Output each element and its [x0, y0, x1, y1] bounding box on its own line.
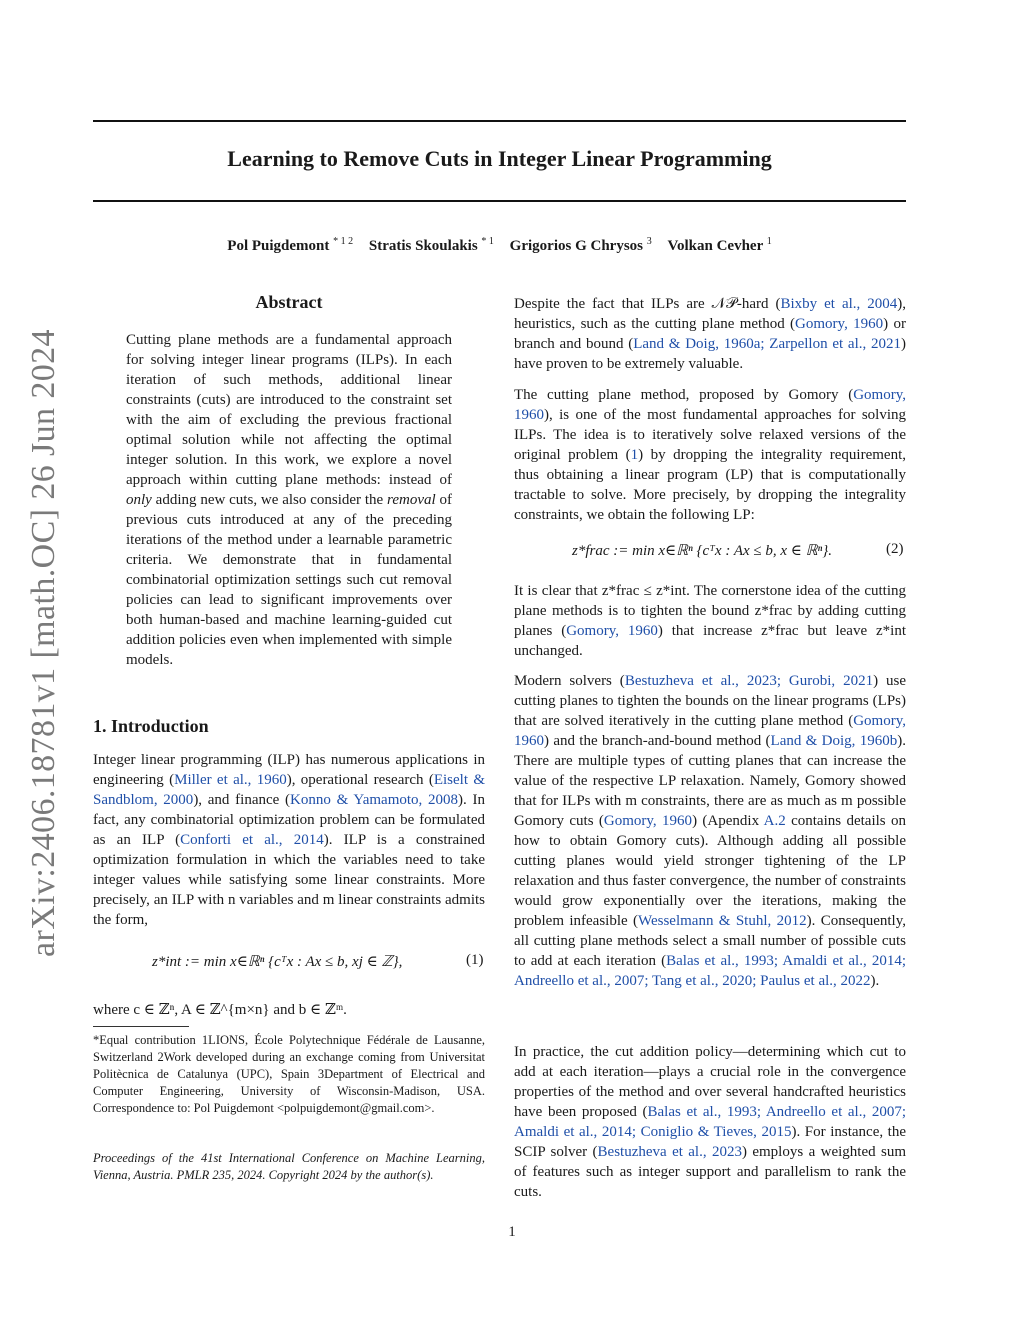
body-text: ) have proven to be extremely valuable.: [514, 336, 906, 372]
citation-link[interactable]: Bestuzheva et al., 2023: [597, 1144, 742, 1160]
where-line: where c ∈ ℤⁿ, A ∈ ℤ^{m×n} and b ∈ ℤᵐ.: [93, 1002, 347, 1018]
abstract-text: of previous cuts introduced at any of the preceding iterations of the method under a learnable parametric criteria. We demonstrate that in fundamental combinatorial optimization settings such cut removal policies can lead to significant improvements over both human-based and machine learning-guided cut addition policies even when implemented with simple models.: [126, 492, 452, 668]
abstract-text: adding new cuts, we also consider the: [151, 492, 388, 508]
abstract-heading: Abstract: [255, 292, 323, 312]
arxiv-stamp: arXiv:2406.18781v1 [math.OC] 26 Jun 2024: [25, 329, 62, 957]
intro-text: Integer linear programming (ILP) has numerous applications in engineering (: [93, 752, 485, 788]
intro-text: ), operational research (: [286, 772, 434, 788]
footnote-rule: [93, 1026, 189, 1027]
section-heading: 1. Introduction: [93, 716, 209, 736]
paper-title: Learning to Remove Cuts in Integer Linear Programming: [227, 146, 772, 171]
proceedings-note: Proceedings of the 41st International Conference on Machine Learning, Vienna, Austria. PMLR 235, 2024. Copyright 2024 by the author(s).: [93, 1151, 485, 1182]
paragraph: [514, 671, 906, 991]
citation-link[interactable]: Gomory, 1960: [566, 623, 658, 639]
right-paragraph-4: [514, 671, 906, 991]
body-text: In practice, the cut addition policy—determining which cut to add at each iteration—plays a crucial role in the convergence properties of the method and over several handcrafted heuristics have been proposed (: [514, 1044, 906, 1120]
equation-1-number: (1): [466, 952, 484, 968]
citation-link[interactable]: Gomory, 1960: [514, 387, 906, 423]
intro-body: [93, 750, 485, 930]
citation-link[interactable]: Konno & Yamamoto, 2008: [290, 792, 459, 808]
body-text: ). There are multiple types of cutting planes that can increase the value of the respective LP relaxation. Namely, Gomory showed that for ILPs with m constraints, there are as much as m possible Gomory cuts (: [514, 733, 906, 829]
author: [668, 238, 772, 254]
right-paragraph-2: [514, 385, 906, 525]
equation-reference-link[interactable]: 1: [630, 447, 639, 463]
paragraph: [514, 1042, 906, 1202]
body-text: The cutting plane method, proposed by Gomory (: [514, 387, 854, 403]
citation-link[interactable]: Bixby et al., 2004: [780, 296, 898, 312]
body-text: Despite the fact that ILPs are 𝒩𝒫-hard (: [514, 296, 781, 312]
intro-text: ). In fact, any combinatorial optimization problem can be formulated as an ILP (: [93, 792, 485, 848]
right-paragraph-5: [514, 1042, 906, 1202]
citation-link[interactable]: Land & Doig, 1960b: [770, 733, 898, 749]
author-affiliation: * 1 2: [333, 236, 354, 247]
intro-text: ). ILP is a constrained optimization formulation in which the variables need to take integer values while satisfying some linear constraints. More precisely, an ILP with n variables and m linear constraints admits the form,: [93, 832, 485, 928]
appendix-link[interactable]: A.2: [763, 813, 786, 829]
body-text: Modern solvers (: [514, 673, 625, 689]
body-text: ) and the branch-and-bound method (: [544, 733, 771, 749]
body-text: ) that increase z*frac but leave z*int unchanged.: [514, 623, 906, 659]
author: [510, 238, 652, 254]
body-text: ) or branch and bound (: [514, 316, 906, 352]
intro-paragraph: [93, 750, 485, 930]
citation-link[interactable]: Balas et al., 1993; Andreello et al., 2007; Amaldi et al., 2014; Coniglio & Tieves, 2015: [514, 1104, 906, 1140]
citation-link[interactable]: Land & Doig, 1960a; Zarpellon et al., 2021: [633, 336, 901, 352]
author-affiliation: 3: [646, 236, 652, 247]
abstract-emphasis: only: [126, 492, 152, 508]
citation-link[interactable]: Gomory, 1960: [603, 813, 693, 829]
citation-link[interactable]: Gomory, 1960: [795, 316, 884, 332]
right-paragraph-3: [514, 581, 906, 661]
citation-link[interactable]: Miller et al., 1960: [174, 772, 287, 788]
body-text: ). For instance, the SCIP solver (: [514, 1124, 907, 1160]
body-text: ), heuristics, such as the cutting plane method (: [514, 296, 907, 332]
equation-2: z*frac := min x∈ℝⁿ {cᵀx : Ax ≤ b, x ∈ ℝⁿ}.: [572, 543, 832, 559]
author-name: Volkan Cevher: [667, 238, 763, 254]
body-text: ) (Apendix: [692, 813, 764, 829]
abstract-body: [126, 330, 452, 670]
body-text: ) by dropping the integrality requirement, thus obtaining a linear program (LP) that is computationally tractable to solve. More precisely, by dropping the integrality constraints, we obtain the following LP:: [514, 447, 906, 523]
footnote: *Equal contribution 1LIONS, École Polytechnique Fédérale de Lausanne, Switzerland 2Work developed during an exchange coming from Universitat Politècnica de Catalunya (UPC), Spain 3Department of Electrical and Computer Engineering, University of Wisconsin-Madison, USA. Correspondence to: Pol Puigdemont <polpuigdemont@gmail.com>.: [93, 1033, 485, 1115]
title-top-rule: [93, 120, 906, 122]
author-name: Stratis Skoulakis: [368, 238, 478, 254]
right-paragraph-1: [514, 294, 906, 374]
citation-link[interactable]: Eiselt & Sandblom, 2000: [93, 772, 485, 808]
page-number: 1: [508, 1224, 516, 1240]
author: [369, 238, 494, 254]
body-text: contains details on how to obtain Gomory cuts). Although adding all possible cutting planes would yield stronger tightening of the LP relaxation and thus faster convergence, the number of constraints would grow exponentially over the iterations, making the problem infeasible (: [514, 813, 906, 929]
body-text: ). Consequently, all cutting plane methods select a small number of possible cuts to add at each iteration (: [514, 913, 906, 969]
abstract-emphasis: removal: [387, 492, 436, 508]
equation-2-number: (2): [886, 541, 904, 557]
equation-1: z*int := min x∈ℝⁿ {cᵀx : Ax ≤ b, xj ∈ ℤ},: [152, 954, 403, 970]
author-affiliation: 1: [766, 236, 772, 247]
paragraph: [514, 294, 906, 374]
paragraph: [514, 385, 906, 525]
body-text: It is clear that z*frac ≤ z*int. The cornerstone idea of the cutting plane methods is to tighten the bound z*frac by adding cutting planes (: [514, 583, 906, 639]
body-text: ), is one of the most fundamental approaches for solving ILPs. The idea is to iteratively solve relaxed versions of the original problem (: [514, 407, 906, 463]
body-text: ).: [870, 973, 880, 989]
citation-link[interactable]: Gomory, 1960: [514, 713, 906, 749]
body-text: ) use cutting planes to tighten the bounds on the linear programs (LPs) that are solved iteratively in the cutting plane method (: [514, 673, 906, 729]
citation-link[interactable]: Wesselmann & Stuhl, 2012: [638, 913, 807, 929]
author: [227, 238, 353, 254]
author-name: Pol Puigdemont: [227, 238, 330, 254]
paragraph: [514, 581, 906, 661]
body-text: ) employs a weighted sum of features such as integer support and parallelism to rank the cuts.: [514, 1144, 906, 1200]
citation-link[interactable]: Balas et al., 1993; Amaldi et al., 2014; Andreello et al., 2007; Tang et al., 2020; Paulus et al., 2022: [514, 953, 906, 989]
citation-link[interactable]: Bestuzheva et al., 2023; Gurobi, 2021: [624, 673, 874, 689]
title-bottom-rule: [93, 200, 906, 202]
abstract-text: Cutting plane methods are a fundamental approach for solving integer linear programs (ILPs). In each iteration of such methods, additional linear constraints (cuts) are introduced to the constraint set with the aim of excluding the previous fractional optimal solution while not affecting the optimal integer solution. In this work, we explore a novel approach within cutting plane methods: instead of: [126, 332, 452, 488]
abstract-paragraph: [126, 330, 452, 670]
author-list: [93, 236, 906, 255]
intro-text: ), and finance (: [193, 792, 291, 808]
author-affiliation: * 1: [481, 236, 494, 247]
citation-link[interactable]: Conforti et al., 2014: [180, 832, 324, 848]
author-name: Grigorios G Chrysos: [509, 238, 644, 254]
